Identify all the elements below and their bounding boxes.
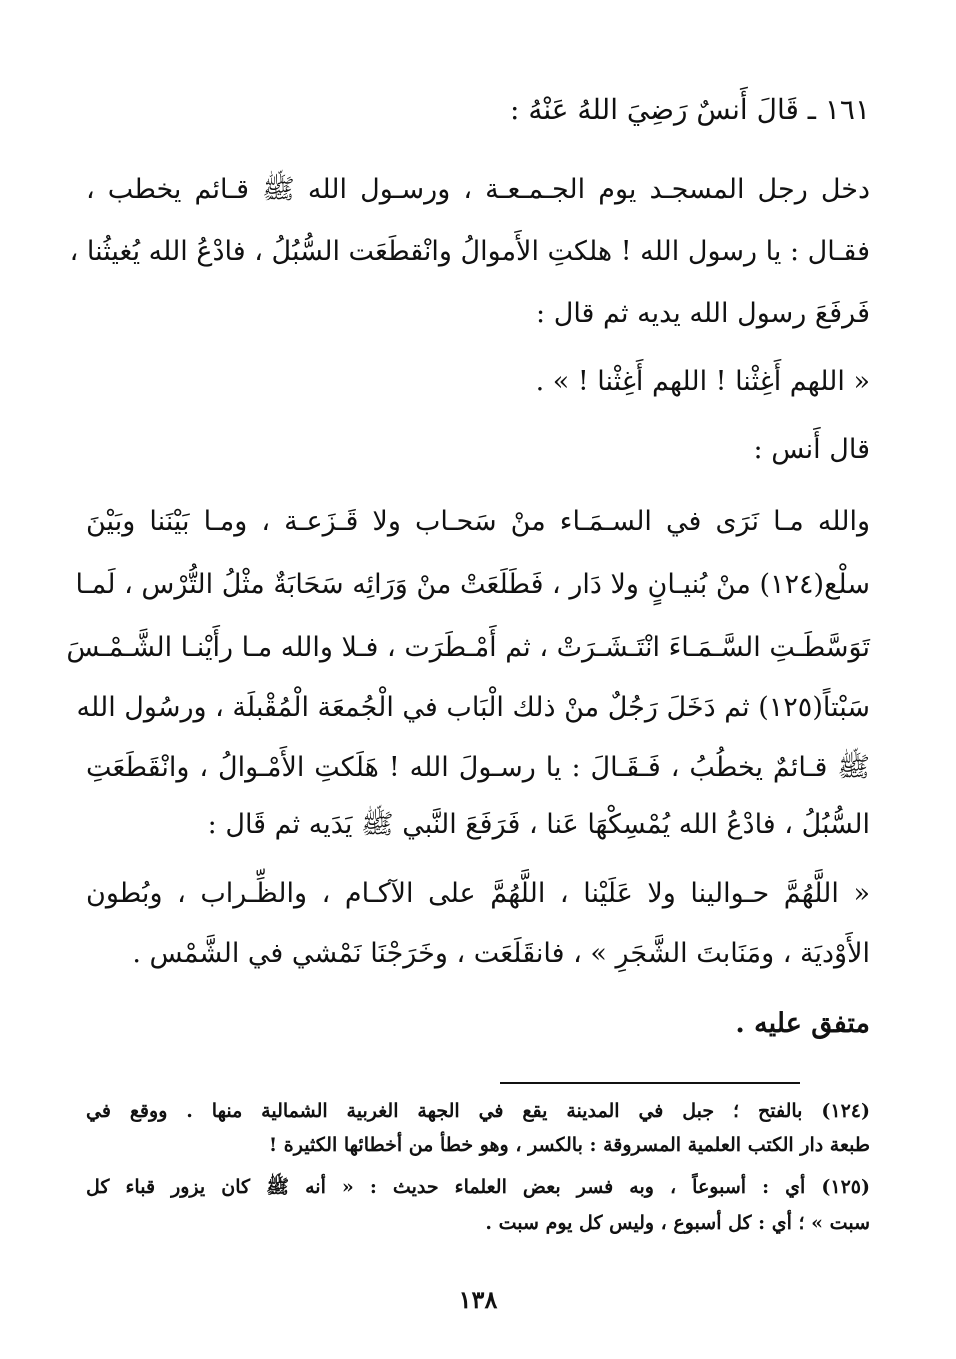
dua-first: « اللهم أَغِثْنا ! اللهم أَغِثْنا ! » .: [535, 366, 870, 397]
account-line-3: تَوَسَّطَـتِ السَّـمَـاءَ انْتَـشَـرَتْ ، ثم أَمْـطَرَت ، فـلا والله مـا رأَيْنـا الشَّـمْـسَ: [66, 632, 870, 663]
footnote-124-line-2: طبعة دار الكتب العلمية المسروقة : بالكسر ، وهو خطأ من أخطائها الكثيرة !: [268, 1134, 870, 1156]
account-line-2: سلْع(١٢٤) منْ بُنيـانٍ ولا دَار ، فَطَلَعَتْ منْ وَرَائِه سَحَابَةٌ مثْلُ التُّرْس ، لَمـا: [75, 569, 870, 600]
footnote-125-line-2: سبت » ؛ أي : كل أسبوع ، وليس كل يوم سبت .: [485, 1212, 870, 1234]
account-line-5: ﷺ قـائمٌ يخطُبُ ، فَـقَـالَ : يا رسـولَ الله ! هَلَكتِ الأَمْـوالُ ، وانْقَطَعَتِ: [86, 752, 870, 783]
footnote-125-line-1: (١٢٥) أي : أسبوعاً ، وبه فسر بعض العلماء حديث : « أنه ﷺ كان يزور قباء كل: [86, 1176, 870, 1198]
footnote-divider: [500, 1082, 800, 1084]
dua-second-line-2: الأَوْديَة ، ومَنَابتَ الشَّجَرِ » ، فانقَلَعَت ، وخَرَجْنَا نَمْشي في الشَّمْس .: [132, 938, 870, 969]
hadith-heading: ١٦١ ـ قَالَ أَنسٌ رَضِيَ اللهُ عَنْهُ :: [510, 93, 870, 126]
anas-said: قال أَنس :: [753, 434, 870, 465]
dua-second-line-1: « اللَّهُمَّ حـوالينا ولا عَلَيْنا ، اللَّهُمَّ على الآكـام ، والظِّـراب ، وبُطون: [86, 878, 870, 909]
narration-line-2: فقـال : يا رسول الله ! هلكتِ الأَموالُ وانْقطَعَت السُّبُلُ ، فادْعُ الله يُغيثُنا ،: [69, 236, 870, 267]
account-line-1: والله مـا نَرَى في السـمَـاء منْ سَحـاب ولا قَـزَعـة ، ومـا بَيْنَنا وبَيْنَ: [86, 506, 870, 537]
page-number: ١٣٨: [458, 1285, 498, 1314]
hadith-verdict: متفق عليه .: [735, 1008, 870, 1039]
narration-line-1: دخل رجل المسجـد يوم الجـمـعـة ، ورسـول الله ﷺ قـائم يخطب ،: [86, 174, 870, 205]
account-line-6: السُّبُلُ ، فادْعُ الله يُمْسِكْهَا عَنا ، فَرَفَعَ النَّبي ﷺ يَدَيه ثم قَال :: [207, 809, 870, 840]
account-line-4: سَبْتاً(١٢٥) ثم دَخَلَ رَجُلٌ منْ ذلك الْبَاب في الْجُمعَة الْمُقْبلَة ، ورسُول الله: [76, 692, 870, 723]
narration-line-3: فَرفَعَ رسول الله يديه ثم قال :: [536, 298, 870, 329]
footnote-124-line-1: (١٢٤) بالفتح ؛ جبل في المدينة يقع في الجهة الغربية الشمالية منها . ووقع في: [86, 1100, 870, 1122]
